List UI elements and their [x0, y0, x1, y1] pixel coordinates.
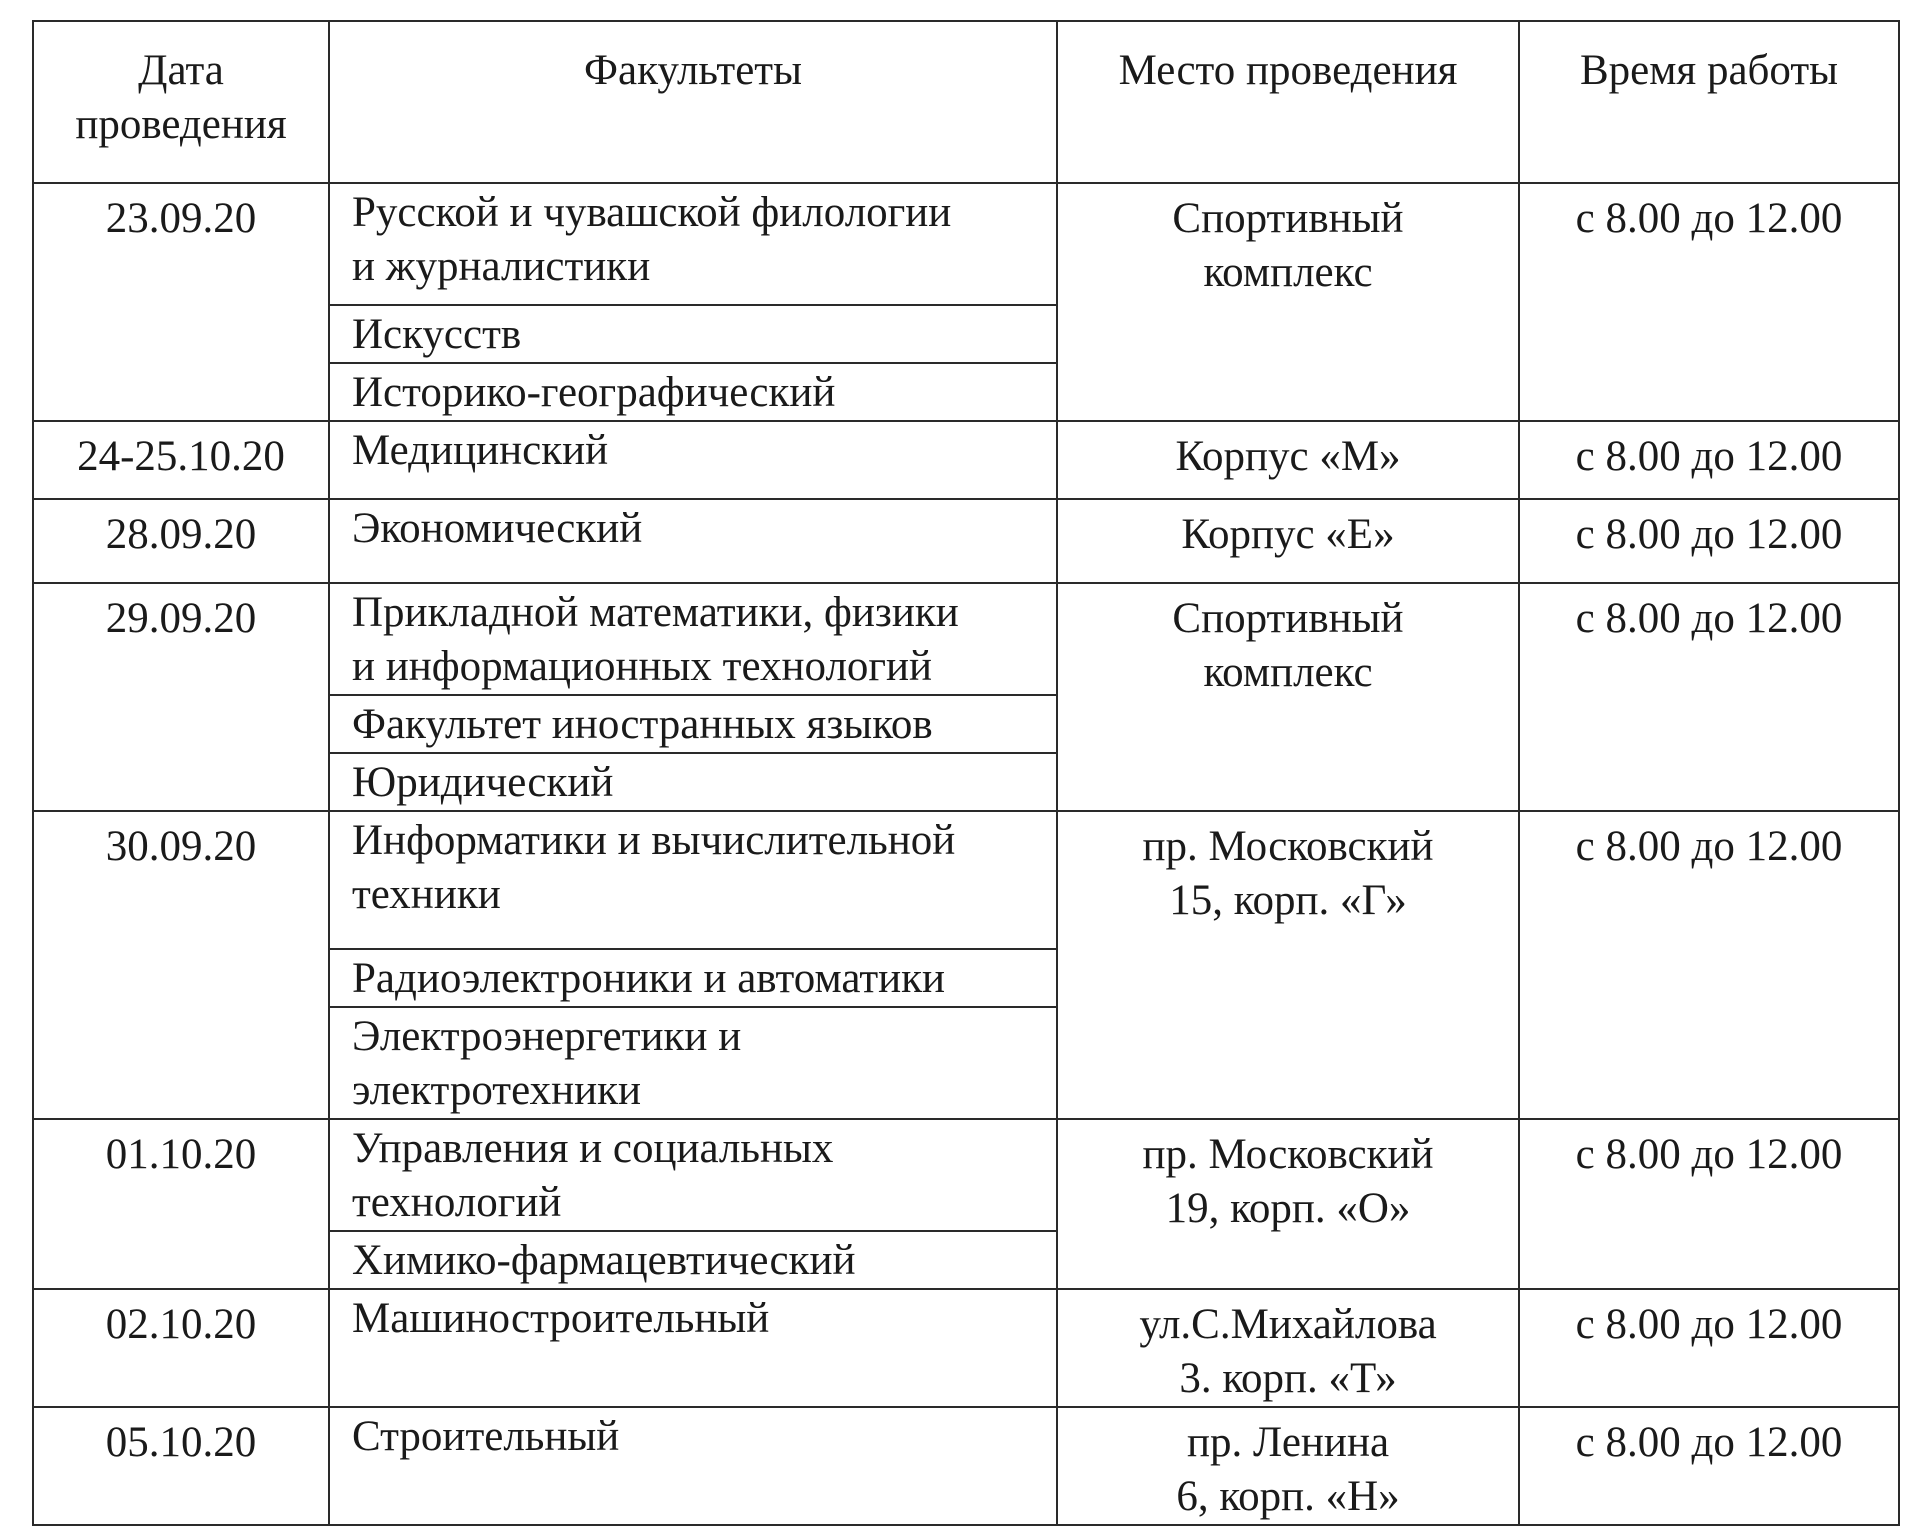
time-cell: с 8.00 до 12.00 — [1519, 1407, 1899, 1525]
place-line: пр. Московский — [1142, 823, 1434, 870]
date-cell: 23.09.20 — [33, 183, 329, 421]
table-row — [33, 183, 1899, 305]
faculty-cell — [329, 1231, 1057, 1289]
faculty-cell — [329, 305, 1057, 363]
faculty-line: Экономический — [352, 505, 643, 552]
place-line: Спортивный — [1172, 195, 1404, 242]
time-cell: с 8.00 до 12.00 — [1519, 1289, 1899, 1407]
faculty-line: Электроэнергетики и — [352, 1013, 742, 1060]
faculty-line: технологий — [352, 1179, 562, 1226]
place-line: комплекс — [1203, 249, 1373, 296]
place-line: пр. Московский — [1142, 1131, 1434, 1178]
table-row — [33, 811, 1899, 949]
header-date — [33, 21, 329, 183]
header-place: Место проведения — [1057, 21, 1519, 183]
date-cell: 05.10.20 — [33, 1407, 329, 1525]
faculty-line: Искусств — [352, 311, 522, 358]
place-cell — [1057, 183, 1519, 421]
faculty-cell — [329, 583, 1057, 695]
faculty-cell — [329, 183, 1057, 305]
place-cell — [1057, 583, 1519, 811]
faculty-line: и информационных технологий — [352, 643, 933, 690]
faculty-line: техники — [352, 871, 501, 918]
time-cell: с 8.00 до 12.00 — [1519, 1119, 1899, 1289]
faculty-line: Химико-фармацевтический — [352, 1237, 856, 1284]
table-row — [33, 1119, 1899, 1231]
place-line: 15, корп. «Г» — [1169, 877, 1407, 924]
date-cell: 28.09.20 — [33, 499, 329, 583]
faculty-cell — [329, 1007, 1057, 1119]
place-line: 6, корп. «Н» — [1176, 1473, 1400, 1520]
table-row — [33, 583, 1899, 695]
place-cell — [1057, 811, 1519, 1119]
date-cell: 29.09.20 — [33, 583, 329, 811]
place-cell — [1057, 1119, 1519, 1289]
place-line: Корпус «Е» — [1181, 511, 1395, 558]
place-line: ул.С.Михайлова — [1139, 1301, 1437, 1348]
faculty-line: Машиностроительный — [352, 1295, 770, 1342]
time-cell: с 8.00 до 12.00 — [1519, 583, 1899, 811]
time-cell: с 8.00 до 12.00 — [1519, 811, 1899, 1119]
time-cell: с 8.00 до 12.00 — [1519, 421, 1899, 499]
date-cell: 01.10.20 — [33, 1119, 329, 1289]
faculty-cell — [329, 499, 1057, 583]
place-cell — [1057, 1289, 1519, 1407]
faculty-cell — [329, 753, 1057, 811]
faculty-line: Прикладной математики, физики — [352, 589, 959, 636]
place-cell — [1057, 1407, 1519, 1525]
faculty-cell — [329, 1289, 1057, 1407]
faculty-line: Строительный — [352, 1413, 620, 1460]
place-line: пр. Ленина — [1186, 1419, 1390, 1466]
faculty-cell — [329, 811, 1057, 949]
faculty-line: Факультет иностранных языков — [352, 701, 933, 748]
faculty-line: Управления и социальных — [352, 1125, 834, 1172]
faculty-line: Медицинский — [352, 427, 609, 474]
place-cell — [1057, 421, 1519, 499]
header-date-line1: Дата — [138, 47, 224, 94]
place-line: 19, корп. «О» — [1165, 1185, 1411, 1232]
faculty-line: Историко-географический — [352, 369, 836, 416]
faculty-line: Информатики и вычислительной — [352, 817, 956, 864]
faculty-cell — [329, 695, 1057, 753]
faculty-line: и журналистики — [352, 243, 651, 290]
table-row — [33, 1289, 1899, 1407]
time-cell: с 8.00 до 12.00 — [1519, 183, 1899, 421]
date-cell: 02.10.20 — [33, 1289, 329, 1407]
faculty-line: Русской и чувашской филологии — [352, 189, 952, 236]
faculty-cell — [329, 949, 1057, 1007]
table-row — [33, 421, 1899, 499]
faculty-cell — [329, 363, 1057, 421]
date-cell: 24-25.10.20 — [33, 421, 329, 499]
faculty-cell — [329, 1407, 1057, 1525]
header-faculties: Факультеты — [329, 21, 1057, 183]
faculty-line: Юридический — [352, 759, 614, 806]
schedule-body — [33, 21, 1899, 1525]
faculty-cell — [329, 421, 1057, 499]
table-row — [33, 499, 1899, 583]
faculty-cell — [329, 1119, 1057, 1231]
header-date-line2: проведения — [75, 101, 287, 148]
header-row — [33, 21, 1899, 183]
place-cell — [1057, 499, 1519, 583]
faculty-line: электротехники — [352, 1067, 642, 1114]
header-time: Время работы — [1519, 21, 1899, 183]
faculty-line: Радиоэлектроники и автоматики — [352, 955, 946, 1002]
time-cell: с 8.00 до 12.00 — [1519, 499, 1899, 583]
date-cell: 30.09.20 — [33, 811, 329, 1119]
table-row — [33, 1407, 1899, 1525]
place-line: 3. корп. «Т» — [1179, 1355, 1397, 1402]
place-line: Спортивный — [1172, 595, 1404, 642]
place-line: комплекс — [1203, 649, 1373, 696]
schedule-table — [32, 20, 1900, 1526]
place-line: Корпус «М» — [1175, 433, 1401, 480]
